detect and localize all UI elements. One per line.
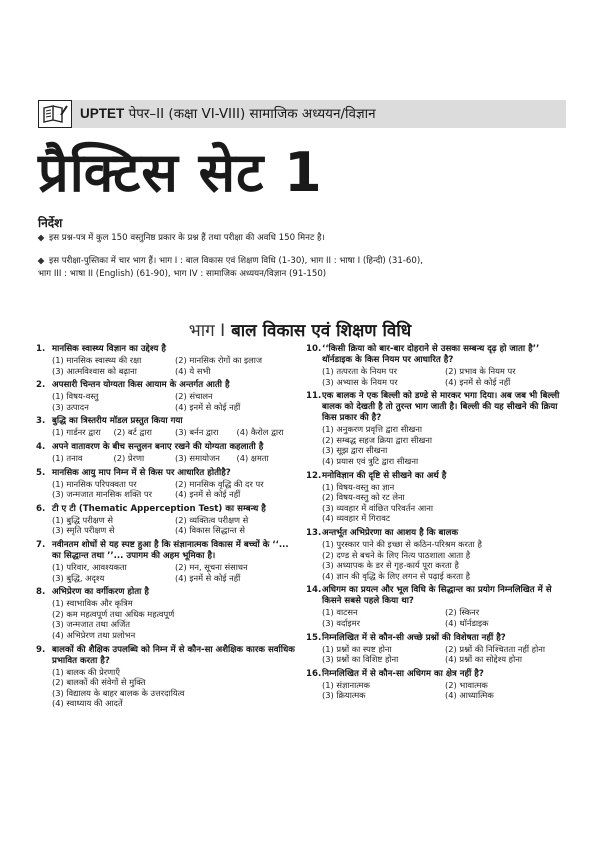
answer-option: (3) स्मृति परीक्षण से: [52, 525, 115, 536]
answer-option: (4) इनमें से कोई नहीं: [175, 489, 241, 500]
question-text: [306, 528, 568, 539]
answer-option: (4) ये सभी: [175, 365, 211, 376]
answer-option: (4) इनमें से कोई नहीं: [445, 376, 511, 387]
question-body: टी ए टी (Thematic Apperception Test) का सम्बन्ध है: [52, 503, 266, 514]
answer-option: (3) बुद्धि, अदृश्य: [52, 572, 105, 583]
options-list: [36, 355, 298, 376]
options-list: [36, 391, 298, 412]
answer-option: (2) प्रेरणा: [113, 452, 145, 463]
answer-option: (2) मन, सूचना संसाधन: [175, 561, 248, 572]
page-title: प्रैक्टिस सेट 1: [38, 141, 323, 204]
answer-option: (2) विषय-वस्तु को रट लेना: [322, 492, 405, 503]
question-body: निम्नलिखित में से कौन-सा अधिगम का क्षेत्र नहीं है?: [322, 668, 484, 679]
question-column-right: [306, 344, 568, 705]
question-body: एक बालक ने एक बिल्ली को डण्डे से मारकर भगा दिया। अब जब भी बिल्ली बालक को देखती है तो तुरन्त भाग जाती है। बिल्ली की यह सीखने की क्रिया किस प्रकार की है?: [322, 391, 560, 424]
question-number: 11.: [306, 391, 322, 402]
question-item: [306, 391, 568, 466]
answer-option: (4) इनमें से कोई नहीं: [175, 401, 241, 412]
answer-option: (1) स्वाभाविक और कृत्रिम: [52, 598, 133, 609]
question-body: अपसारी चिन्तन योग्यता किस आयाम के अन्तर्गत आती है: [52, 380, 230, 391]
question-number: 14.: [306, 585, 322, 596]
question-text: [36, 645, 298, 667]
question-number: 15.: [306, 632, 322, 643]
question-column-left: [36, 344, 298, 713]
answer-option: (4) इनमें से कोई नहीं: [175, 572, 241, 583]
answer-option: (3) अध्यापक के डर से गृह-कार्य पूरा करता है: [322, 560, 459, 571]
question-number: 9.: [36, 644, 46, 655]
question-text: [36, 344, 298, 355]
question-item: [36, 540, 298, 583]
options-list: [36, 427, 298, 438]
answer-option: (2) स्किनर: [445, 607, 480, 618]
answer-option: (3) वर्दाइमर: [322, 617, 360, 628]
answer-option: (1) वाटसन: [322, 607, 358, 618]
answer-option: (3) व्यवहार में वांछित परिवर्तन आना: [322, 502, 434, 513]
options-list: [306, 607, 568, 628]
question-body: अभिप्रेरण का वर्गीकरण होता है: [52, 587, 149, 598]
question-body: अन्तर्भूत अभिप्रेरणा का आशय है कि बालक: [322, 527, 459, 538]
question-text: [36, 380, 298, 391]
answer-option: (2) भावात्मक: [445, 679, 488, 690]
question-item: [306, 471, 568, 524]
question-body: नवीनतम शोधों से यह स्पष्ट हुआ है कि संज्ञानात्मक विकास में बच्चों के ‘‘... का सिद्धान्त तथा ’’... उपागम की अहम भूमिका है।: [52, 539, 289, 561]
answer-option: (2) कम महत्वपूर्ण तथा अधिक महत्वपूर्ण: [52, 608, 175, 619]
answer-option: (1) संज्ञानात्मक: [322, 679, 370, 690]
answer-option: (1) मानसिक परिपक्वता पर: [52, 478, 137, 489]
question-item: [36, 416, 298, 438]
answer-option: (2) बालकों की संवेगों से मुक्ति: [52, 677, 146, 688]
answer-option: (2) सम्बद्ध सहज क्रिया द्वारा सीखना: [322, 434, 433, 445]
question-body: बालकों की शैक्षिक उपलब्धि को निम्न में से कौन-सा अशैक्षिक कारक सर्वाधिक प्रभावित करता है?: [52, 644, 295, 666]
question-body: मनोविज्ञान की दृष्टि से सीखने का अर्थ है: [322, 470, 447, 481]
answer-option: (2) मानसिक रोगों का इलाज: [175, 355, 263, 365]
answer-option: (1) अनुकरण प्रवृत्ति द्वारा सीखना: [322, 424, 422, 435]
question-item: [306, 585, 568, 628]
answer-option: (1) तनाव: [52, 452, 83, 463]
options-list: [306, 482, 568, 524]
answer-option: (4) ज्ञान की वृद्धि के लिए लगन से पढ़ाई करता है: [322, 570, 471, 581]
options-list: [36, 667, 298, 709]
answer-option: (3) जन्मजात मानसिक शक्ति पर: [52, 489, 153, 500]
answer-option: (3) प्रश्नों का विशिष्ट होना: [322, 654, 399, 665]
question-number: 16.: [306, 668, 322, 679]
instruction-line-1: इस प्रश्न-पत्र में कुल 150 वस्तुनिष्ठ प्रकार के प्रश्न हैं तथा परीक्षा की अवधि 150 मिनट है।: [38, 232, 566, 245]
question-item: [36, 442, 298, 464]
question-text: [306, 344, 568, 366]
question-item: [36, 645, 298, 709]
options-list: [306, 539, 568, 581]
question-text: [36, 540, 298, 562]
options-list: [36, 453, 298, 464]
question-text: [36, 468, 298, 479]
answer-option: (3) बर्नन द्वारा: [175, 427, 219, 438]
header-code: UPTET: [80, 106, 125, 121]
answer-option: (2) व्यक्तित्व परीक्षण से: [175, 514, 249, 525]
answer-option: (4) आध्यात्मिक: [445, 690, 494, 701]
question-text: [36, 587, 298, 598]
section-heading: [0, 318, 600, 341]
answer-option: (1) मानसिक स्वास्थ्य की रक्षा: [52, 355, 142, 365]
answer-option: (3) उत्पादन: [52, 401, 89, 412]
options-list: [306, 680, 568, 701]
question-item: [36, 468, 298, 500]
header-subtitle: पेपर–II (कक्षा VI-VIII) सामाजिक अध्ययन/विज्ञान: [128, 106, 376, 122]
answer-option: (2) मानसिक वृद्धि की दर पर: [175, 478, 264, 489]
answer-option: (4) थॉर्नडाइक: [445, 617, 489, 628]
answer-option: (1) पुरस्कार पाने की इच्छा से कठिन-परिश्रम करता है: [322, 538, 482, 549]
options-list: [36, 515, 298, 536]
answer-option: (4) कैरोल द्वारा: [236, 427, 284, 438]
answer-option: (1) गार्डनर द्वारा: [52, 427, 101, 438]
header-title: [80, 104, 376, 122]
book-pen-icon: [38, 100, 72, 128]
section-part: भाग I: [188, 321, 226, 341]
question-item: [36, 504, 298, 536]
answer-option: (1) विषय-वस्तु का ज्ञान: [322, 481, 395, 492]
question-number: 7.: [36, 539, 46, 550]
answer-option: (3) सूझ द्वारा सीखना: [322, 445, 388, 456]
answer-option: (4) व्यवहार में गिरावट: [322, 513, 390, 524]
answer-option: (4) प्रश्नों का सोद्देश्य होना: [445, 654, 522, 665]
question-body: निम्नलिखित में से कौन-सी अच्छे प्रश्नों की विशेषता नहीं है?: [322, 632, 506, 643]
question-number: 5.: [36, 467, 46, 478]
instruction-line-2: इस परीक्षा-पुस्तिका में चार भाग हैं। भाग I : बाल विकास एवं शिक्षण विधि (1-30), भाग II : भाषा I (हिन्दी) (31-60),: [38, 255, 566, 268]
options-list: [36, 562, 298, 583]
answer-option: (2) दण्ड से बचने के लिए नित्य पाठशाला आता है: [322, 549, 471, 560]
question-number: 12.: [306, 470, 322, 481]
question-text: [36, 504, 298, 515]
answer-option: (4) अभिप्रेरण तथा प्रलोभन: [52, 629, 136, 640]
question-item: [36, 587, 298, 640]
answer-option: (1) बालक की प्रेरणाएँ: [52, 666, 120, 677]
question-number: 13.: [306, 527, 322, 538]
answer-option: (3) अभ्यास के नियम पर: [322, 376, 398, 387]
options-list: [306, 366, 568, 387]
instruction-line-3: भाग III : भाषा II (English) (61-90), भाग IV : सामाजिक अध्ययन/विज्ञान (91-150): [38, 269, 327, 279]
question-number: 6.: [36, 503, 46, 514]
answer-option: (4) विकास सिद्धान्त से: [175, 525, 245, 536]
question-item: [36, 380, 298, 412]
instructions-heading: निर्देश: [38, 216, 63, 230]
question-number: 4.: [36, 441, 46, 452]
question-item: [306, 528, 568, 581]
answer-option: (3) विद्यालय के बाहर बालक के उत्तरदायित्व: [52, 687, 185, 698]
answer-option: (3) जन्मजात तथा अर्जित: [52, 619, 131, 630]
question-number: 8.: [36, 587, 46, 598]
question-body: अधिगम का प्रयत्न और भूल विधि के सिद्धान्त का प्रयोग निम्नलिखित में से किसने सबसे पहले किया था?: [322, 585, 552, 607]
question-body: मानसिक स्वास्थ्य विज्ञान का उद्देश्य है: [52, 344, 166, 354]
answer-option: (1) तत्परता के नियम पर: [322, 366, 398, 376]
question-text: [306, 669, 568, 680]
options-list: [306, 644, 568, 665]
question-number: 10.: [306, 344, 322, 354]
answer-option: (2) बर्ट द्वारा: [113, 427, 152, 438]
answer-option: (2) प्रभाव के नियम पर: [445, 366, 516, 376]
answer-option: (2) संचालन: [175, 391, 213, 402]
question-item: [306, 344, 568, 387]
answer-option: (1) बुद्धि परीक्षण से: [52, 514, 113, 525]
question-body: बुद्धि का त्रिस्तरीय मॉडल प्रस्तुत किया गया: [52, 416, 183, 427]
answer-option: (1) प्रश्नों का स्पष्ट होना: [322, 643, 392, 654]
question-body: मानसिक आयु माप निम्न में से किस पर आधारित होतीहै?: [52, 467, 231, 478]
section-title: बाल विकास एवं शिक्षण विधि: [231, 321, 412, 341]
question-item: [306, 669, 568, 701]
question-item: [36, 344, 298, 376]
question-number: 2.: [36, 380, 46, 391]
question-text: [306, 471, 568, 482]
answer-option: (3) समायोजन: [175, 452, 220, 463]
question-number: 3.: [36, 416, 46, 427]
options-list: [36, 598, 298, 640]
answer-option: (1) परिवार, आवश्यकता: [52, 561, 127, 572]
answer-option: (3) आत्मविश्वास को बढ़ाना: [52, 365, 137, 376]
question-text: [306, 633, 568, 644]
answer-option: (4) प्रयास एवं त्रुटि द्वारा सीखना: [322, 455, 419, 466]
question-body: अपने वातावरण के बीच सन्तुलन बनाए रखने की योग्यता कहलाती है: [52, 441, 264, 452]
question-text: [36, 416, 298, 427]
answer-option: (1) विषय-वस्तु: [52, 391, 99, 402]
question-item: [306, 633, 568, 665]
question-body: ‘‘किसी क्रिया को बार-बार दोहराने से उसका सम्बन्ध दृढ़ हो जाता है’’ थॉर्नडाइक के किस नियम पर आधारित है?: [322, 344, 540, 365]
options-list: [36, 479, 298, 500]
answer-option: (4) स्वाध्याय की आदतें: [52, 698, 123, 709]
question-text: [306, 585, 568, 607]
question-text: [306, 391, 568, 424]
answer-option: (4) क्षमता: [236, 452, 269, 463]
answer-option: (3) क्रियात्मक: [322, 690, 366, 701]
question-number: 1.: [36, 344, 46, 354]
options-list: [306, 424, 568, 466]
question-text: [36, 442, 298, 453]
answer-option: (2) प्रश्नों की निश्चितता नहीं होना: [445, 643, 545, 654]
